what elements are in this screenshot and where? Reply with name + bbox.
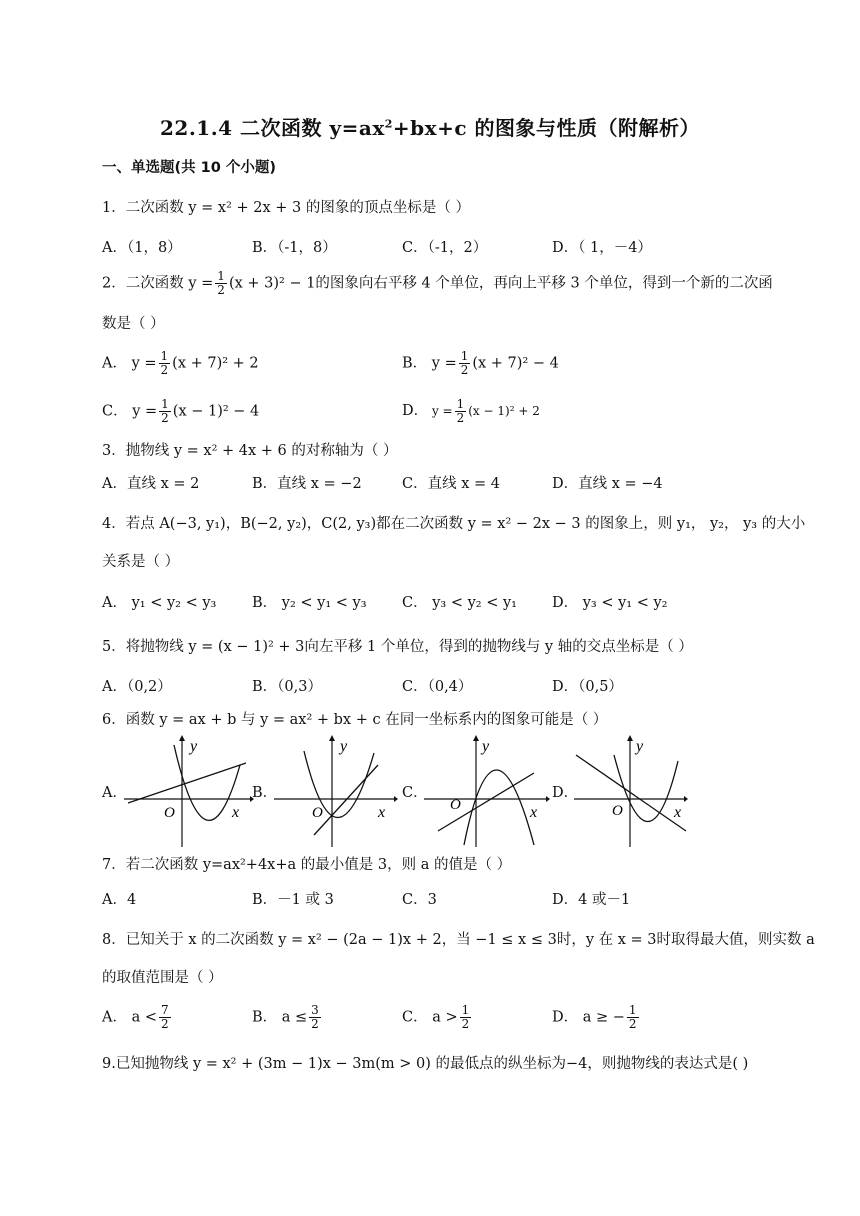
q6-option-a-label[interactable]: A． (102, 785, 127, 801)
q2c-expr: (x − 1)² − 4 (172, 403, 260, 420)
frac-den: 2 (160, 1017, 169, 1031)
q1-option-a[interactable]: A．（1，8） (102, 240, 182, 256)
frac-num: 1 (461, 1003, 470, 1017)
q3-option-b[interactable]: B．直线 x = −2 (252, 476, 362, 492)
q2a-fraction (159, 350, 171, 377)
origin-label: O (164, 805, 175, 821)
question-7-stem: 7．若二次函数 y=ax²+4x+a 的最小值是 3，则 a 的值是（ ） (102, 857, 512, 873)
frac-num: 1 (628, 1003, 637, 1017)
q2-text-a: 2．二次函数 y = (102, 275, 214, 292)
q8c-fraction (460, 1004, 472, 1031)
q2d-fraction (455, 398, 467, 425)
axis-x-label: x (232, 804, 240, 821)
frac-den: 2 (628, 1017, 637, 1031)
question-8-line1: 8．已知关于 x 的二次函数 y = x² − (2a − 1)x + 2，当 −1 ≤ x ≤ 3时，y 在 x = 3时取得最大值，则实数 a (102, 932, 815, 948)
q6-graph-d[interactable] (574, 735, 690, 847)
question-2-line2: 数是（ ） (102, 316, 165, 332)
frac-den: 2 (461, 1017, 470, 1031)
q8b-fraction (309, 1004, 321, 1031)
frac-num: 1 (161, 397, 169, 411)
q6-graph-b[interactable] (274, 735, 400, 847)
q8b-text: B． a ≤ (252, 1009, 308, 1026)
q2a-expr: (x + 7)² + 2 (172, 355, 259, 372)
frac-den: 2 (460, 363, 469, 377)
q2-option-a[interactable]: A． y = $\frac{1}{2}$ (x + 7)² + 2 (102, 349, 259, 377)
axis-x-label: x (378, 804, 386, 821)
q8-option-c[interactable] (402, 1004, 473, 1031)
frac-den: 2 (217, 283, 225, 297)
q6-option-b-label[interactable]: B． (252, 785, 278, 801)
q7-option-b[interactable]: B．－1 或 3 (252, 892, 334, 908)
question-8-line2: 的取值范围是（ ） (102, 970, 223, 986)
frac-den: 2 (456, 411, 465, 425)
q5-option-d[interactable]: D．（0,5） (552, 679, 623, 695)
frac-num: 1 (460, 349, 469, 363)
question-9-stem: 9.已知抛物线 y = x² + (3m − 1)x − 3m(m > 0) 的最低点的纵坐标为−4，则抛物线的表达式是( ) (102, 1056, 749, 1072)
q7-option-d[interactable]: D．4 或－1 (552, 892, 631, 908)
q2c-fraction (159, 398, 171, 425)
q2-option-d[interactable]: D． y = $\frac{1}{2}$ (x − 1)² + 2 (402, 397, 540, 425)
q8-option-a[interactable] (102, 1004, 173, 1031)
q8a-fraction (159, 1004, 171, 1031)
q3-option-d[interactable]: D．直线 x = −4 (552, 476, 663, 492)
q8c-text: C． a > (402, 1009, 458, 1026)
q6-graph-c[interactable] (424, 735, 552, 847)
frac-num: 1 (217, 269, 225, 283)
q4-option-c[interactable]: C． y₃ < y₂ < y₁ (402, 595, 517, 611)
q7-option-c[interactable]: C．3 (402, 892, 437, 908)
axis-y-label: y (340, 738, 348, 755)
q4-option-b[interactable]: B． y₂ < y₁ < y₃ (252, 595, 367, 611)
axis-y-label: y (636, 738, 644, 755)
q6-option-c-label[interactable]: C． (402, 785, 428, 801)
q2d-expr: (x − 1)² + 2 (468, 404, 540, 418)
frac-num: 7 (160, 1003, 169, 1017)
q2-text-b: (x + 3)² − 1的图象向右平移 4 个单位，再向上平移 3 个单位，得到一个新的二次函 (228, 275, 773, 292)
frac-den: 2 (311, 1017, 319, 1031)
axis-x-label: x (530, 804, 538, 821)
q2-option-c[interactable]: C． y = $\frac{1}{2}$ (x − 1)² − 4 (102, 397, 260, 425)
frac-num: 3 (311, 1003, 319, 1017)
frac-den: 2 (160, 363, 169, 377)
q5-option-a[interactable]: A．（0,2） (102, 679, 172, 695)
question-1-stem: 1．二次函数 y = x² + 2x + 3 的图象的顶点坐标是（ ） (102, 200, 470, 216)
question-2-line1 (102, 270, 773, 297)
q3-option-a[interactable]: A．直线 x = 2 (102, 476, 200, 492)
question-5-stem: 5．将抛物线 y = (x − 1)² + 3向左平移 1 个单位，得到的抛物线与 y 轴的交点坐标是（ ） (102, 639, 693, 655)
question-3-stem: 3．抛物线 y = x² + 4x + 6 的对称轴为（ ） (102, 443, 398, 459)
origin-label: O (312, 805, 323, 821)
q1-option-d[interactable]: D．（ 1，－4） (552, 240, 652, 256)
q8d-text: D． a ≥ − (552, 1009, 625, 1026)
title-sup: 2 (384, 117, 393, 131)
q5-option-b[interactable]: B．（0,3） (252, 679, 322, 695)
frac-den: 2 (161, 411, 169, 425)
q2b-expr: (x + 7)² − 4 (472, 355, 559, 372)
question-6-stem: 6．函数 y = ax + b 与 y = ax² + bx + c 在同一坐标系内的图象可能是（ ） (102, 712, 608, 728)
q4-option-a[interactable]: A． y₁ < y₂ < y₃ (102, 595, 217, 611)
page-title (0, 112, 860, 141)
q5-option-c[interactable]: C．（0,4） (402, 679, 473, 695)
question-4-line2: 关系是（ ） (102, 554, 180, 570)
q8d-fraction (627, 1004, 639, 1031)
origin-label: O (450, 797, 461, 813)
q7-option-a[interactable]: A．4 (102, 892, 137, 908)
frac-num: 1 (160, 349, 169, 363)
q1-option-c[interactable]: C．（-1，2） (402, 240, 488, 256)
axis-x-label: x (674, 804, 682, 821)
axis-y-label: y (482, 738, 490, 755)
q6-option-d-label[interactable]: D． (552, 785, 579, 801)
q2b-fraction (459, 350, 471, 377)
q8-option-b[interactable] (252, 1004, 323, 1031)
title-rest: +bx+c 的图象与性质（附解析） (392, 116, 700, 140)
q2-fraction (215, 270, 227, 297)
section-heading: 一、单选题(共 10 个小题) (102, 160, 277, 176)
q8-option-d[interactable] (552, 1004, 641, 1031)
q4-option-d[interactable]: D． y₃ < y₁ < y₂ (552, 595, 668, 611)
q8a-text: A． a < (102, 1009, 157, 1026)
q1-option-b[interactable]: B．（-1，8） (252, 240, 337, 256)
q6-graph-a[interactable] (124, 735, 254, 847)
q2-option-b[interactable]: B． y = $\frac{1}{2}$ (x + 7)² − 4 (402, 349, 559, 377)
origin-label: O (612, 803, 623, 819)
question-4-line1: 4．若点 A(−3, y₁)，B(−2, y₂)，C(2, y₃)都在二次函数 y = x² − 2x − 3 的图象上，则 y₁， y₂， y₃ 的大小 (102, 516, 806, 532)
title-main: 22.1.4 二次函数 y=ax (159, 116, 385, 140)
axis-y-label: y (190, 738, 198, 755)
q3-option-c[interactable]: C．直线 x = 4 (402, 476, 500, 492)
frac-num: 1 (456, 397, 465, 411)
